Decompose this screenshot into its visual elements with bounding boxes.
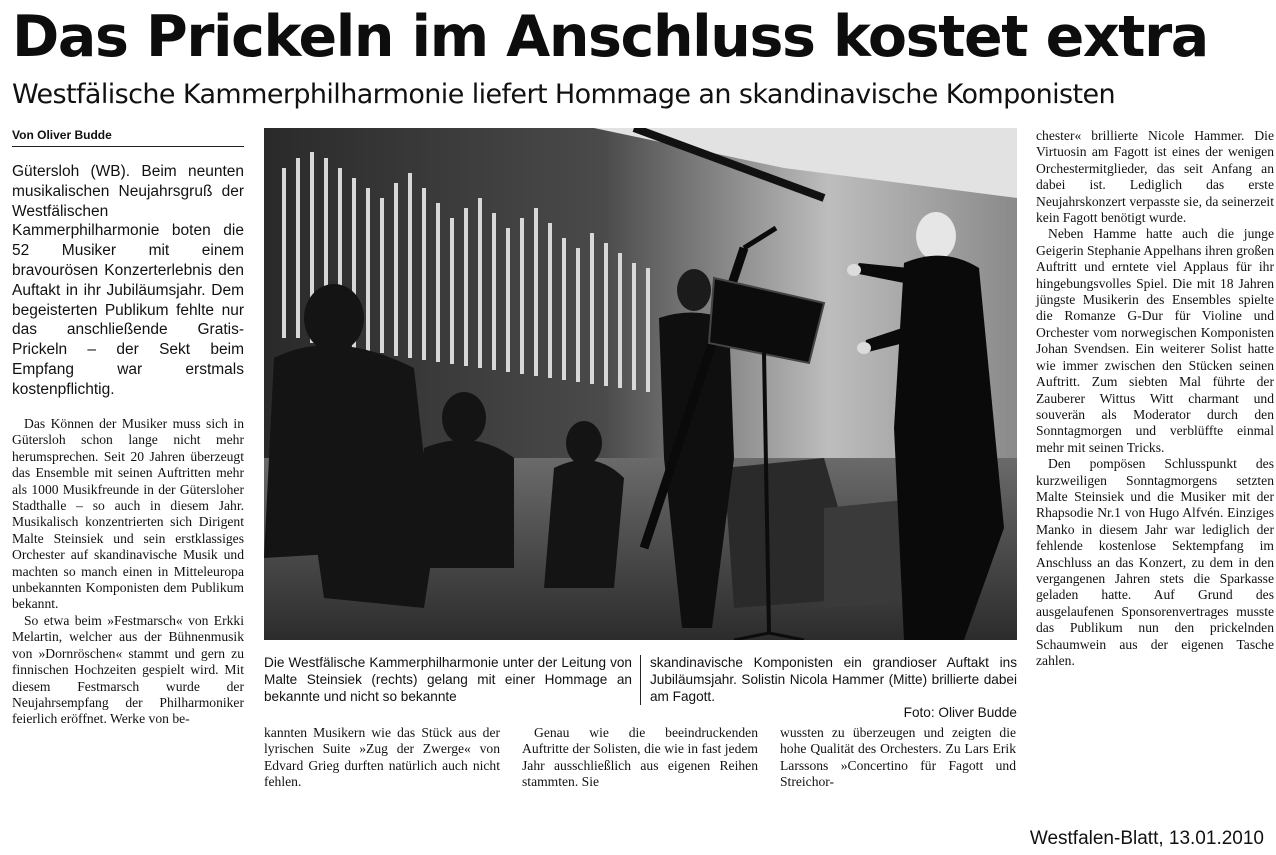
column-2 — [264, 725, 500, 791]
column-5-paragraph-3: Den pompösen Schlusspunkt des kurzweiligen Sonntagmorgens setzten Malte Steinsiek und die Musiker mit der Rhapsodie Nr.1 von Hugo Alfvén. Einziges Manko in diesem Jahr war lediglich der fehlende kostenlose Sektempfang im Anschluss an das Konzert, zu dem in den vergangenen Jahren stets die Sparkasse geladen hatte. Auf Grund des ausgelaufenen Sponsorenvertrages musste das Publikum nun den prickelnden Schaumwein aus der eigenen Tasche zahlen. — [1036, 456, 1274, 668]
lead-text: Gütersloh (WB). Beim neunten musikalischen Neujahrsgruß der Westfälischen Kammerphilharmonie boten die 52 Musiker mit einem bravourösen Konzerterlebnis den Auftakt in ihr Jubiläumsjahr. Dem begeisterten Publikum fehlte nur das anschließende Gratis-Prickeln – der Sekt beim Empfang war erstmals kostenpflichtig. — [12, 163, 244, 398]
concert-photo-image — [264, 128, 1017, 640]
concert-photo — [264, 128, 1017, 640]
photo-caption-right — [650, 655, 1017, 722]
column-5-paragraph-1: chester« brillierte Nicole Hammer. Die Virtuosin am Fagott ist eines der wenigen Orchestermitglieder, das seit Anfang an dabei ist. Lediglich das erste Neujahrskonzert verpasste sie, da seinerzeit kein Fagott benötigt wurde. — [1036, 128, 1274, 226]
column-3-text: Genau wie die beeindruckenden Auftritte der Solisten, die wie in fast jedem Jahr ausschließlich aus eigenen Reihen stammten. Sie — [522, 725, 758, 790]
column-1 — [12, 416, 244, 728]
source-line: Westfalen-Blatt, 13.01.2010 — [1029, 828, 1264, 849]
column-5-paragraph-2: Neben Hamme hatte auch die junge Geigerin Stephanie Appelhans ihren großen Auftritt und erntete viel Applaus für ihr hingebungsvolles Spiel. Die mit 18 Jahren jüngste Musikerin des Ensembles spielte die Romanze G-Dur für Violine und Orchester vom norwegischen Komponisten Johan Svendsen. Ein weiterer Solist hatte wie immer zwischen den Stücken seinen Auftritt. Zum siebten Mal führte der Zauberer Wittus Witt charmant und souverän als Moderator durch den Sonntagmorgen und verblüffte einmal mehr mit seinen Tricks. — [1036, 226, 1274, 455]
headline: Das Prickeln im Anschluss kostet extra — [12, 4, 1208, 70]
photo-caption-left: Die Westfälische Kammerphilharmonie unter der Leitung von Malte Steinsiek (rechts) gelang mit einer Hommage an bekannte und nicht so bekannte — [264, 655, 632, 704]
photo-credit: Foto: Oliver Budde — [903, 705, 1017, 721]
lead-paragraph — [12, 162, 244, 400]
column-2-text: kannten Musikern wie das Stück aus der lyrischen Suite »Zug der Zwerge« von Edvard Grieg durften natürlich auch nicht fehlen. — [264, 725, 500, 790]
subheadline: Westfälische Kammerphilharmonie liefert Hommage an skandinavische Komponisten — [12, 79, 1115, 110]
column-4-text: wussten zu überzeugen und zeigten die hohe Qualität des Orchesters. Zu Lars Erik Larssons »Concertino für Fagott und Streichor- — [780, 725, 1016, 790]
column-4 — [780, 725, 1016, 791]
column-5 — [1036, 128, 1274, 669]
column-3 — [522, 725, 758, 791]
column-1-paragraph-2: So etwa beim »Festmarsch« von Erkki Melartin, welcher aus der Bühnenmusik von »Dornröschen« stammt und gern zu finnischen Hochzeiten gespielt wird. Mit diesem Festmarsch wurde der Neujahrsempfang der Philharmoniker feierlich eröffnet. Werke von be- — [12, 612, 244, 727]
photo-caption-right-text: skandinavische Komponisten ein grandioser Auftakt ins Jubiläumsjahr. Solistin Nicola Hammer (Mitte) brillierte dabei am Fagott. — [650, 655, 1017, 704]
caption-divider — [640, 655, 641, 705]
byline: Von Oliver Budde — [12, 127, 244, 147]
column-1-paragraph-1: Das Können der Musiker muss sich in Gütersloh schon lange nicht mehr herumsprechen. Seit 20 Jahren überzeugt das Ensemble mit seinen Auftritten mehr als 1000 Musikfreunde in der Gütersloher Stadthalle – so auch in diesem Jahr. Musikalisch konzentrierten sich Dirigent Malte Steinsiek und sein erstklassiges Orchester auf skandinavische Musik und machten so manch einen in Mitteleuropa unbekannten Komponisten dem Publikum bekannt. — [12, 416, 244, 612]
